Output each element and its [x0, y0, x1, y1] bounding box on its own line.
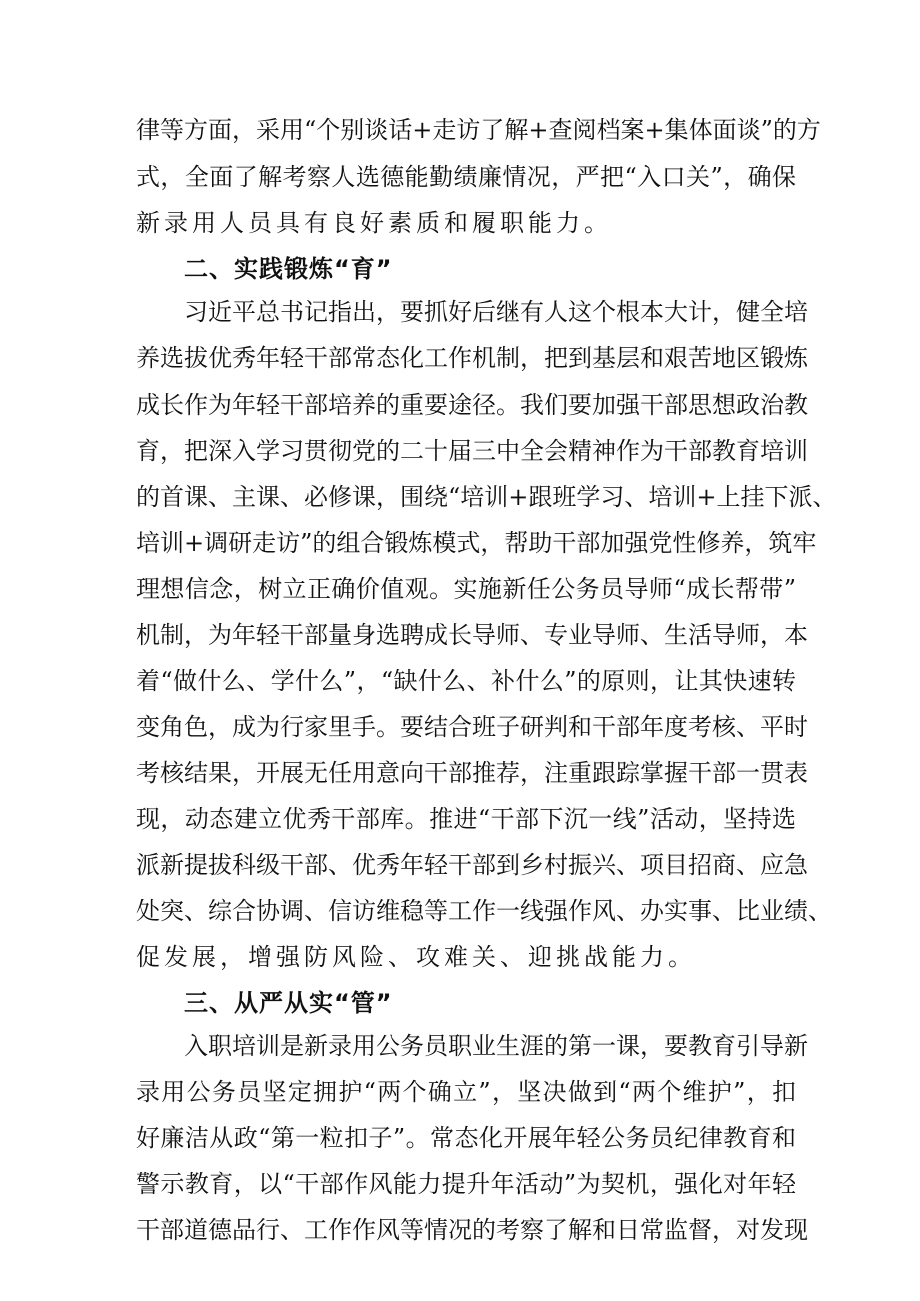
para2-line-13: 派新提拔科级干部、优秀年轻干部到乡村振兴、项目招商、应急 [136, 851, 808, 879]
para2-line-5: 的首课、主课、必修课，围绕“培训+跟班学习、培训+上挂下派、 [136, 483, 837, 511]
para2-line-10: 变角色，成为行家里手。要结合班子研判和干部年度考核、平时 [136, 713, 808, 741]
para2-line-11: 考核结果，开展无任用意向干部推荐，注重跟踪掌握干部一贯表 [136, 759, 808, 787]
para3-line-3: 好廉洁从政“第一粒扣子”。常态化开展年轻公务员纪律教育和 [136, 1124, 796, 1152]
para1-line-1: 律等方面，采用“个别谈话+走访了解+查阅档案+集体面谈”的方 [136, 116, 821, 144]
section-heading-3: 三、从严从实“管” [184, 989, 393, 1017]
para2-line-2: 养选拔优秀年轻干部常态化工作机制，把到基层和艰苦地区锻炼 [136, 344, 808, 372]
para2-line-7: 理想信念，树立正确价值观。实施新任公务员导师“成长帮带” [136, 575, 796, 603]
para2-line-12: 现，动态建立优秀干部库。推进“干部下沉一线”活动，坚持选 [136, 805, 796, 833]
para2-line-3: 成长作为年轻干部培养的重要途径。我们要加强干部思想政治教 [136, 391, 808, 419]
para1-line-2: 式，全面了解考察人选德能勤绩廉情况，严把“入口关”，确保 [136, 163, 796, 191]
para3-line-4: 警示教育，以“干部作风能力提升年活动”为契机，强化对年轻 [136, 1170, 796, 1198]
para2-line-6: 培训+调研走访”的组合锻炼模式，帮助干部加强党性修养，筑牢 [136, 529, 817, 557]
para3-line-5: 干部道德品行、工作作风等情况的考察了解和日常监督，对发现 [136, 1216, 808, 1244]
para3-line-1: 入职培训是新录用公务员职业生涯的第一课，要教育引导新 [184, 1032, 808, 1060]
para2-line-8: 机制，为年轻干部量身选聘成长导师、专业导师、生活导师，本 [136, 621, 808, 649]
para2-line-14: 处突、综合协调、信访维稳等工作一线强作风、办实事、比业绩、 [136, 897, 832, 925]
section-heading-2: 二、实践锻炼“育” [184, 255, 393, 283]
para2-line-9: 着“做什么、学什么”，“缺什么、补什么”的原则，让其快速转 [136, 667, 796, 695]
para2-line-15: 促发展，增强防风险、攻难关、迎挑战能力。 [136, 943, 696, 971]
para2-line-4: 育，把深入学习贯彻党的二十届三中全会精神作为干部教育培训 [136, 437, 808, 465]
para2-line-1: 习近平总书记指出，要抓好后继有人这个根本大计，健全培 [184, 298, 808, 326]
para1-line-3: 新录用人员具有良好素质和履职能力。 [136, 209, 612, 237]
para3-line-2: 录用公务员坚定拥护“两个确立”，坚决做到“两个维护”，扣 [136, 1078, 796, 1106]
